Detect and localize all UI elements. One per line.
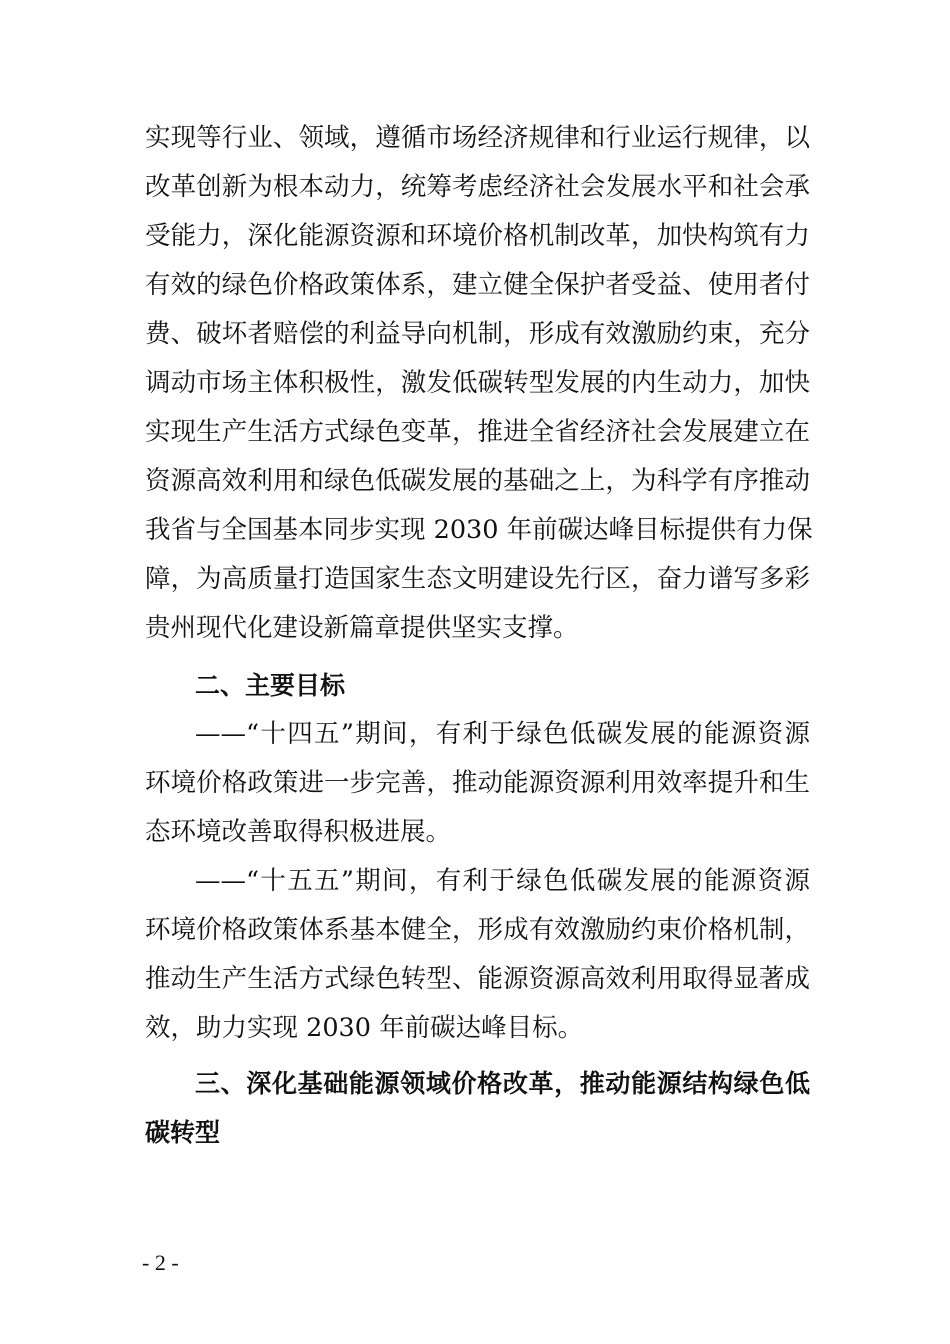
goal-paragraph-line: 效，助力实现 2030 年前碳达峰目标。 (145, 1013, 584, 1043)
body-text-line: 调动市场主体积极性，激发低碳转型发展的内生动力，加快 (145, 368, 810, 398)
body-text-line: 受能力，深化能源资源和环境价格机制改革，加快构筑有力 (145, 221, 810, 251)
section-heading-energy-reform: 三、深化基础能源领域价格改革，推动能源结构绿色低 (195, 1069, 810, 1098)
body-text-line: 贵州现代化建设新篇章提供坚实支撑。 (145, 613, 579, 643)
body-text-line: 有效的绿色价格政策体系，建立健全保护者受益、使用者付 (145, 270, 810, 300)
section-heading-main-goals: 二、主要目标 (195, 671, 346, 700)
goal-paragraph-line: 推动生产生活方式绿色转型、能源资源高效利用取得显著成 (145, 964, 810, 994)
goal-paragraph-line: 环境价格政策体系基本健全，形成有效激励约束价格机制， (145, 915, 810, 945)
body-text-line: 费、破坏者赔偿的利益导向机制，形成有效激励约束，充分 (145, 319, 810, 349)
goal-paragraph-line: ——“十五五”期间，有利于绿色低碳发展的能源资源 (195, 866, 810, 896)
body-text-line: 实现等行业、领域，遵循市场经济规律和行业运行规律，以 (145, 123, 810, 153)
body-text-line: 改革创新为根本动力，统筹考虑经济社会发展水平和社会承 (145, 172, 810, 202)
page-number: - 2 - (142, 1250, 179, 1275)
section-heading-energy-reform-cont: 碳转型 (145, 1118, 221, 1147)
goal-paragraph-line: 环境价格政策进一步完善，推动能源资源利用效率提升和生 (145, 768, 810, 798)
body-text-line: 我省与全国基本同步实现 2030 年前碳达峰目标提供有力保 (145, 515, 813, 545)
goal-paragraph-line: 态环境改善取得积极进展。 (145, 817, 452, 847)
body-text-line: 实现生产生活方式绿色变革，推进全省经济社会发展建立在 (145, 417, 810, 447)
body-text-line: 资源高效利用和绿色低碳发展的基础之上，为科学有序推动 (145, 466, 810, 496)
body-text-line: 障，为高质量打造国家生态文明建设先行区，奋力谱写多彩 (145, 564, 810, 594)
goal-paragraph-line: ——“十四五”期间，有利于绿色低碳发展的能源资源 (195, 719, 810, 749)
